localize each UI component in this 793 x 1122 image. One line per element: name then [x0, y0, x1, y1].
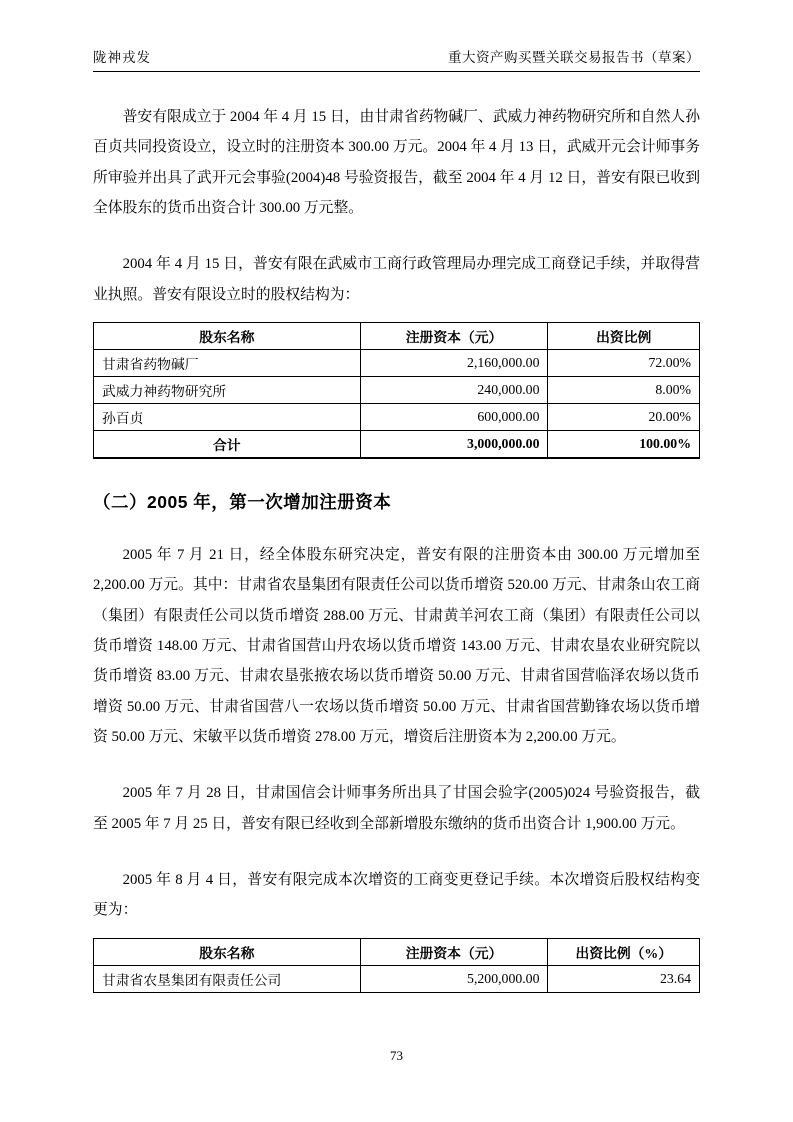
- paragraph-registration-change: 2005 年 8 月 4 日，普安有限完成本次增资的工商变更登记手续。本次增资后股权结构变更为：: [93, 871, 700, 919]
- table-row: [94, 965, 700, 992]
- header-cell-ratio: 出资比例: [548, 322, 700, 349]
- paragraph-capital-increase-detail: 2005 年 7 月 21 日，经全体股东研究决定，普安有限的注册资本由 300.00 万元增加至 2,200.00 万元。其中：甘肃省农垦集团有限责任公司以货币增资 520.00 万元、甘肃条山农工商（集团）有限责任公司以货币增资 288.00 万元、甘肃黄羊河农工商（集团）有限责任公司以货币增资 148.00 万元、甘肃省国营山丹农场以货币增资 143.00 万元、甘肃农垦农业研究院以货币增资 83.00 万元、甘肃农垦张掖农场以货币增资 50.00 万元、甘肃省国营临泽农场以货币增资 50.00 万元、甘肃省国营八一农场以货币增资 50.00 万元、甘肃省国营勤锋农场以货币增资 50.00 万元、宋敏平以货币增资 278.00 万元，增资后注册资本为 2,200.00 万元。: [93, 546, 700, 745]
- header-company-name: 陇神戎发: [93, 50, 151, 65]
- cell-ratio: 72.00%: [548, 349, 700, 376]
- cell-shareholder-name: 孙百贞: [94, 403, 361, 430]
- initial-shareholding-table: [93, 322, 700, 459]
- table-row: [94, 376, 700, 403]
- cell-ratio: 20.00%: [548, 403, 700, 430]
- page-header: [93, 46, 700, 72]
- header-cell-ratio-percent: 出资比例（%）: [548, 938, 700, 965]
- cell-registered-capital: 2,160,000.00: [360, 349, 548, 376]
- cell-shareholder-name: 武威力神药物研究所: [94, 376, 361, 403]
- cell-ratio: 23.64: [548, 965, 700, 992]
- table-header-row: [94, 938, 700, 965]
- cell-total-label: 合计: [94, 430, 361, 458]
- paragraph-registration: 2004 年 4 月 15 日，普安有限在武威市工商行政管理局办理完成工商登记手续，并取得营业执照。普安有限设立时的股权结构为：: [93, 256, 700, 303]
- header-report-title: 重大资产购买暨关联交易报告书（草案）: [448, 50, 700, 65]
- section-heading-first-capital-increase: （二）2005 年，第一次增加注册资本: [93, 491, 392, 512]
- header-cell-shareholder-name: 股东名称: [94, 322, 361, 349]
- paragraph-capital-verification: 2005 年 7 月 28 日，甘肃国信会计师事务所出具了甘国会验字(2005)024 号验资报告，截至 2005 年 7 月 25 日，普安有限已经收到全部新增股东缴纳的货币出资合计 1,900.00 万元。: [93, 785, 700, 832]
- header-cell-registered-capital: 注册资本（元）: [360, 938, 548, 965]
- cell-shareholder-name: 甘肃省药物碱厂: [94, 349, 361, 376]
- table-row: [94, 349, 700, 376]
- page-number: 73: [390, 1048, 403, 1063]
- table-header-row: [94, 322, 700, 349]
- post-increase-shareholding-table: [93, 938, 700, 993]
- table-row: [94, 403, 700, 430]
- cell-shareholder-name: 甘肃省农垦集团有限责任公司: [94, 965, 361, 992]
- cell-registered-capital: 240,000.00: [360, 376, 548, 403]
- table-total-row: [94, 430, 700, 458]
- cell-total-capital: 3,000,000.00: [360, 430, 548, 458]
- header-cell-registered-capital: 注册资本（元）: [360, 322, 548, 349]
- cell-ratio: 8.00%: [548, 376, 700, 403]
- cell-registered-capital: 600,000.00: [360, 403, 548, 430]
- header-cell-shareholder-name: 股东名称: [94, 938, 361, 965]
- cell-registered-capital: 5,200,000.00: [360, 965, 548, 992]
- cell-total-ratio: 100.00%: [548, 430, 700, 458]
- paragraph-company-founding: 普安有限成立于 2004 年 4 月 15 日，由甘肃省药物碱厂、武威力神药物研究所和自然人孙百贞共同投资设立，设立时的注册资本 300.00 万元。2004 年 4 月 13 日，武威开元会计师事务所审验并出具了武开元会事验(2004)48 号验资报告，截至 2004 年 4 月 12 日，普安有限已收到全体股东的货币出资合计 300.00 万元整。: [93, 109, 700, 216]
